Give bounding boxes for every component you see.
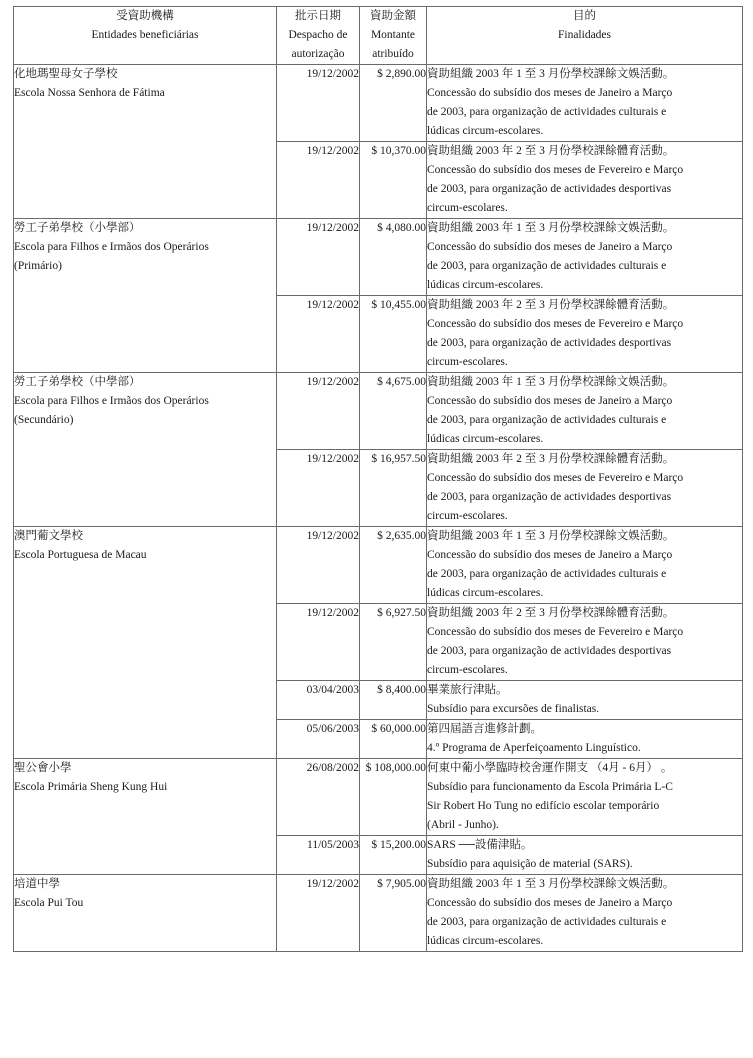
amount-cell xyxy=(360,65,427,142)
purpose-line: de 2003, para organização de actividades desportivas xyxy=(427,491,672,503)
amount-cell xyxy=(360,604,427,681)
grant-amount: $ 2,635.00 xyxy=(377,530,426,542)
entity-name-line: 化地瑪聖母女子學校 xyxy=(14,68,118,80)
purpose-line: 第四屆語言進修計劃。 xyxy=(427,723,542,735)
purpose-cell xyxy=(427,296,743,373)
grant-amount: $ 4,675.00 xyxy=(377,376,426,388)
purpose-cell xyxy=(427,527,743,604)
entity-name-line: 聖公會小學 xyxy=(14,762,72,774)
grant-date: 19/12/2002 xyxy=(306,145,359,157)
entity-cell xyxy=(14,875,277,952)
purpose-line: 資助組織 2003 年 2 至 3 月份學校課餘體育活動。 xyxy=(427,453,675,465)
entity-name-line: Escola Portuguesa de Macau xyxy=(14,549,147,561)
grant-amount: $ 8,400.00 xyxy=(377,684,426,696)
purpose-line: 4.º Programa de Aperfeiçoamento Linguístico. xyxy=(427,742,641,754)
entity-name-line: 勞工子弟學校（中學部） xyxy=(14,376,141,388)
purpose-line: Sir Robert Ho Tung no edifício escolar temporário xyxy=(427,800,660,812)
purpose-line: Concessão do subsídio dos meses de Janeiro a Março xyxy=(427,241,673,253)
entity-cell xyxy=(14,65,277,219)
date-cell xyxy=(277,875,360,952)
grant-amount: $ 2,890.00 xyxy=(377,68,426,80)
table-row xyxy=(14,65,743,142)
grant-amount: $ 10,370.00 xyxy=(371,145,426,157)
entity-name-line: (Primário) xyxy=(14,260,62,272)
date-cell xyxy=(277,65,360,142)
purpose-line: circum-escolares. xyxy=(427,510,508,522)
header-amount-zh: 資助金額 xyxy=(370,10,416,22)
table-row xyxy=(14,373,743,450)
grant-date: 19/12/2002 xyxy=(306,68,359,80)
purpose-line: lúdicas circum-escolares. xyxy=(427,279,544,291)
grants-table xyxy=(13,6,743,952)
purpose-line: 資助組織 2003 年 1 至 3 月份學校課餘文娛活動。 xyxy=(427,222,675,234)
purpose-line: Subsídio para excursões de finalistas. xyxy=(427,703,600,715)
table-header-row xyxy=(14,7,743,65)
purpose-line: 畢業旅行津貼。 xyxy=(427,684,508,696)
amount-cell xyxy=(360,836,427,875)
header-amount-pt-1: Montante xyxy=(370,29,416,41)
purpose-line: de 2003, para organização de actividades culturais e xyxy=(427,414,667,426)
amount-cell xyxy=(360,759,427,836)
header-amount-pt-2: atribuído xyxy=(372,48,414,60)
header-date-pt-1: Despacho de xyxy=(288,29,348,41)
purpose-line: de 2003, para organização de actividades culturais e xyxy=(427,260,667,272)
purpose-line: Subsídio para funcionamento da Escola Primária L-C xyxy=(427,781,673,793)
purpose-line: Subsídio para aquisição de material (SARS). xyxy=(427,858,633,870)
purpose-line: 資助組織 2003 年 1 至 3 月份學校課餘文娛活動。 xyxy=(427,68,675,80)
purpose-line: Concessão do subsídio dos meses de Fevereiro e Março xyxy=(427,318,684,330)
table-row xyxy=(14,527,743,604)
date-cell xyxy=(277,836,360,875)
purpose-line: 資助組織 2003 年 2 至 3 月份學校課餘體育活動。 xyxy=(427,299,675,311)
purpose-line: Concessão do subsídio dos meses de Fevereiro e Março xyxy=(427,472,684,484)
purpose-cell xyxy=(427,450,743,527)
purpose-line: Concessão do subsídio dos meses de Janeiro a Março xyxy=(427,395,673,407)
header-date-zh: 批示日期 xyxy=(295,10,341,22)
table-row xyxy=(14,875,743,952)
date-cell xyxy=(277,681,360,720)
table-row xyxy=(14,219,743,296)
purpose-line: de 2003, para organização de actividades culturais e xyxy=(427,106,667,118)
amount-cell xyxy=(360,681,427,720)
purpose-line: lúdicas circum-escolares. xyxy=(427,433,544,445)
grant-date: 19/12/2002 xyxy=(306,376,359,388)
header-amount xyxy=(360,7,427,65)
purpose-line: Concessão do subsídio dos meses de Fevereiro e Março xyxy=(427,626,684,638)
amount-cell xyxy=(360,720,427,759)
amount-cell xyxy=(360,450,427,527)
amount-cell xyxy=(360,142,427,219)
purpose-line: lúdicas circum-escolares. xyxy=(427,125,544,137)
purpose-cell xyxy=(427,759,743,836)
entity-name-line: Escola Nossa Senhora de Fátima xyxy=(14,87,165,99)
date-cell xyxy=(277,450,360,527)
header-entities-pt: Entidades beneficiárias xyxy=(91,29,199,41)
amount-cell xyxy=(360,219,427,296)
purpose-line: 何東中葡小學臨時校舍運作開支 （4月 - 6月） 。 xyxy=(427,762,673,774)
purpose-line: lúdicas circum-escolares. xyxy=(427,587,544,599)
date-cell xyxy=(277,604,360,681)
purpose-line: SARS ──設備津貼。 xyxy=(427,839,533,851)
entity-cell xyxy=(14,373,277,527)
purpose-line: de 2003, para organização de actividades desportivas xyxy=(427,645,672,657)
entity-name-line: (Secundário) xyxy=(14,414,74,426)
purpose-cell xyxy=(427,681,743,720)
purpose-line: de 2003, para organização de actividades desportivas xyxy=(427,337,672,349)
grant-date: 19/12/2002 xyxy=(306,222,359,234)
date-cell xyxy=(277,219,360,296)
amount-cell xyxy=(360,373,427,450)
grant-date: 19/12/2002 xyxy=(306,607,359,619)
grant-date: 19/12/2002 xyxy=(306,299,359,311)
purpose-line: de 2003, para organização de actividades culturais e xyxy=(427,916,667,928)
header-purpose xyxy=(427,7,743,65)
header-date-pt-2: autorização xyxy=(291,48,345,60)
purpose-line: 資助組織 2003 年 2 至 3 月份學校課餘體育活動。 xyxy=(427,145,675,157)
grants-body xyxy=(14,65,743,952)
grant-amount: $ 7,905.00 xyxy=(377,878,426,890)
purpose-cell xyxy=(427,836,743,875)
purpose-cell xyxy=(427,373,743,450)
purpose-line: Concessão do subsídio dos meses de Janeiro a Março xyxy=(427,549,673,561)
purpose-line: Concessão do subsídio dos meses de Janeiro a Março xyxy=(427,87,673,99)
purpose-line: 資助組織 2003 年 1 至 3 月份學校課餘文娛活動。 xyxy=(427,530,675,542)
amount-cell xyxy=(360,527,427,604)
entity-name-line: Escola para Filhos e Irmãos dos Operários xyxy=(14,395,209,407)
purpose-cell xyxy=(427,219,743,296)
purpose-line: circum-escolares. xyxy=(427,356,508,368)
purpose-line: de 2003, para organização de actividades desportivas xyxy=(427,183,672,195)
header-purpose-zh: 目的 xyxy=(573,10,596,22)
entity-name-line: 澳門葡文學校 xyxy=(14,530,83,542)
entity-cell xyxy=(14,527,277,759)
purpose-line: circum-escolares. xyxy=(427,664,508,676)
purpose-line: 資助組織 2003 年 1 至 3 月份學校課餘文娛活動。 xyxy=(427,376,675,388)
header-date xyxy=(277,7,360,65)
entity-cell xyxy=(14,219,277,373)
purpose-cell xyxy=(427,720,743,759)
date-cell xyxy=(277,142,360,219)
purpose-cell xyxy=(427,875,743,952)
purpose-cell xyxy=(427,65,743,142)
purpose-line: lúdicas circum-escolares. xyxy=(427,935,544,947)
entity-name-line: Escola Pui Tou xyxy=(14,897,84,909)
header-purpose-pt: Finalidades xyxy=(557,29,612,41)
grant-amount: $ 60,000.00 xyxy=(371,723,426,735)
purpose-line: 資助組織 2003 年 2 至 3 月份學校課餘體育活動。 xyxy=(427,607,675,619)
purpose-line: 資助組織 2003 年 1 至 3 月份學校課餘文娛活動。 xyxy=(427,878,675,890)
purpose-cell xyxy=(427,142,743,219)
purpose-line: Concessão do subsídio dos meses de Janeiro a Março xyxy=(427,897,673,909)
date-cell xyxy=(277,296,360,373)
grant-amount: $ 16,957.50 xyxy=(371,453,426,465)
date-cell xyxy=(277,527,360,604)
header-entities xyxy=(14,7,277,65)
header-entities-zh: 受資助機構 xyxy=(116,10,174,22)
purpose-cell xyxy=(427,604,743,681)
entity-name-line: Escola para Filhos e Irmãos dos Operários xyxy=(14,241,209,253)
grant-date: 19/12/2002 xyxy=(306,878,359,890)
grant-date: 03/04/2003 xyxy=(306,684,359,696)
amount-cell xyxy=(360,296,427,373)
entity-name-line: 勞工子弟學校（小學部） xyxy=(14,222,141,234)
entity-name-line: Escola Primária Sheng Kung Hui xyxy=(14,781,168,793)
grant-date: 19/12/2002 xyxy=(306,530,359,542)
purpose-line: Concessão do subsídio dos meses de Fevereiro e Março xyxy=(427,164,684,176)
entity-cell xyxy=(14,759,277,875)
amount-cell xyxy=(360,875,427,952)
purpose-line: circum-escolares. xyxy=(427,202,508,214)
grant-date: 26/08/2002 xyxy=(306,762,359,774)
grant-amount: $ 6,927.50 xyxy=(377,607,426,619)
grant-date: 05/06/2003 xyxy=(306,723,359,735)
grant-amount: $ 10,455.00 xyxy=(371,299,426,311)
table-row xyxy=(14,759,743,836)
entity-name-line: 培道中學 xyxy=(14,878,60,890)
date-cell xyxy=(277,720,360,759)
grant-amount: $ 15,200.00 xyxy=(371,839,426,851)
date-cell xyxy=(277,373,360,450)
grant-date: 11/05/2003 xyxy=(307,839,359,851)
grant-amount: $ 108,000.00 xyxy=(365,762,426,774)
purpose-line: de 2003, para organização de actividades culturais e xyxy=(427,568,667,580)
purpose-line: (Abril - Junho). xyxy=(427,819,499,831)
date-cell xyxy=(277,759,360,836)
grant-date: 19/12/2002 xyxy=(306,453,359,465)
grant-amount: $ 4,080.00 xyxy=(377,222,426,234)
